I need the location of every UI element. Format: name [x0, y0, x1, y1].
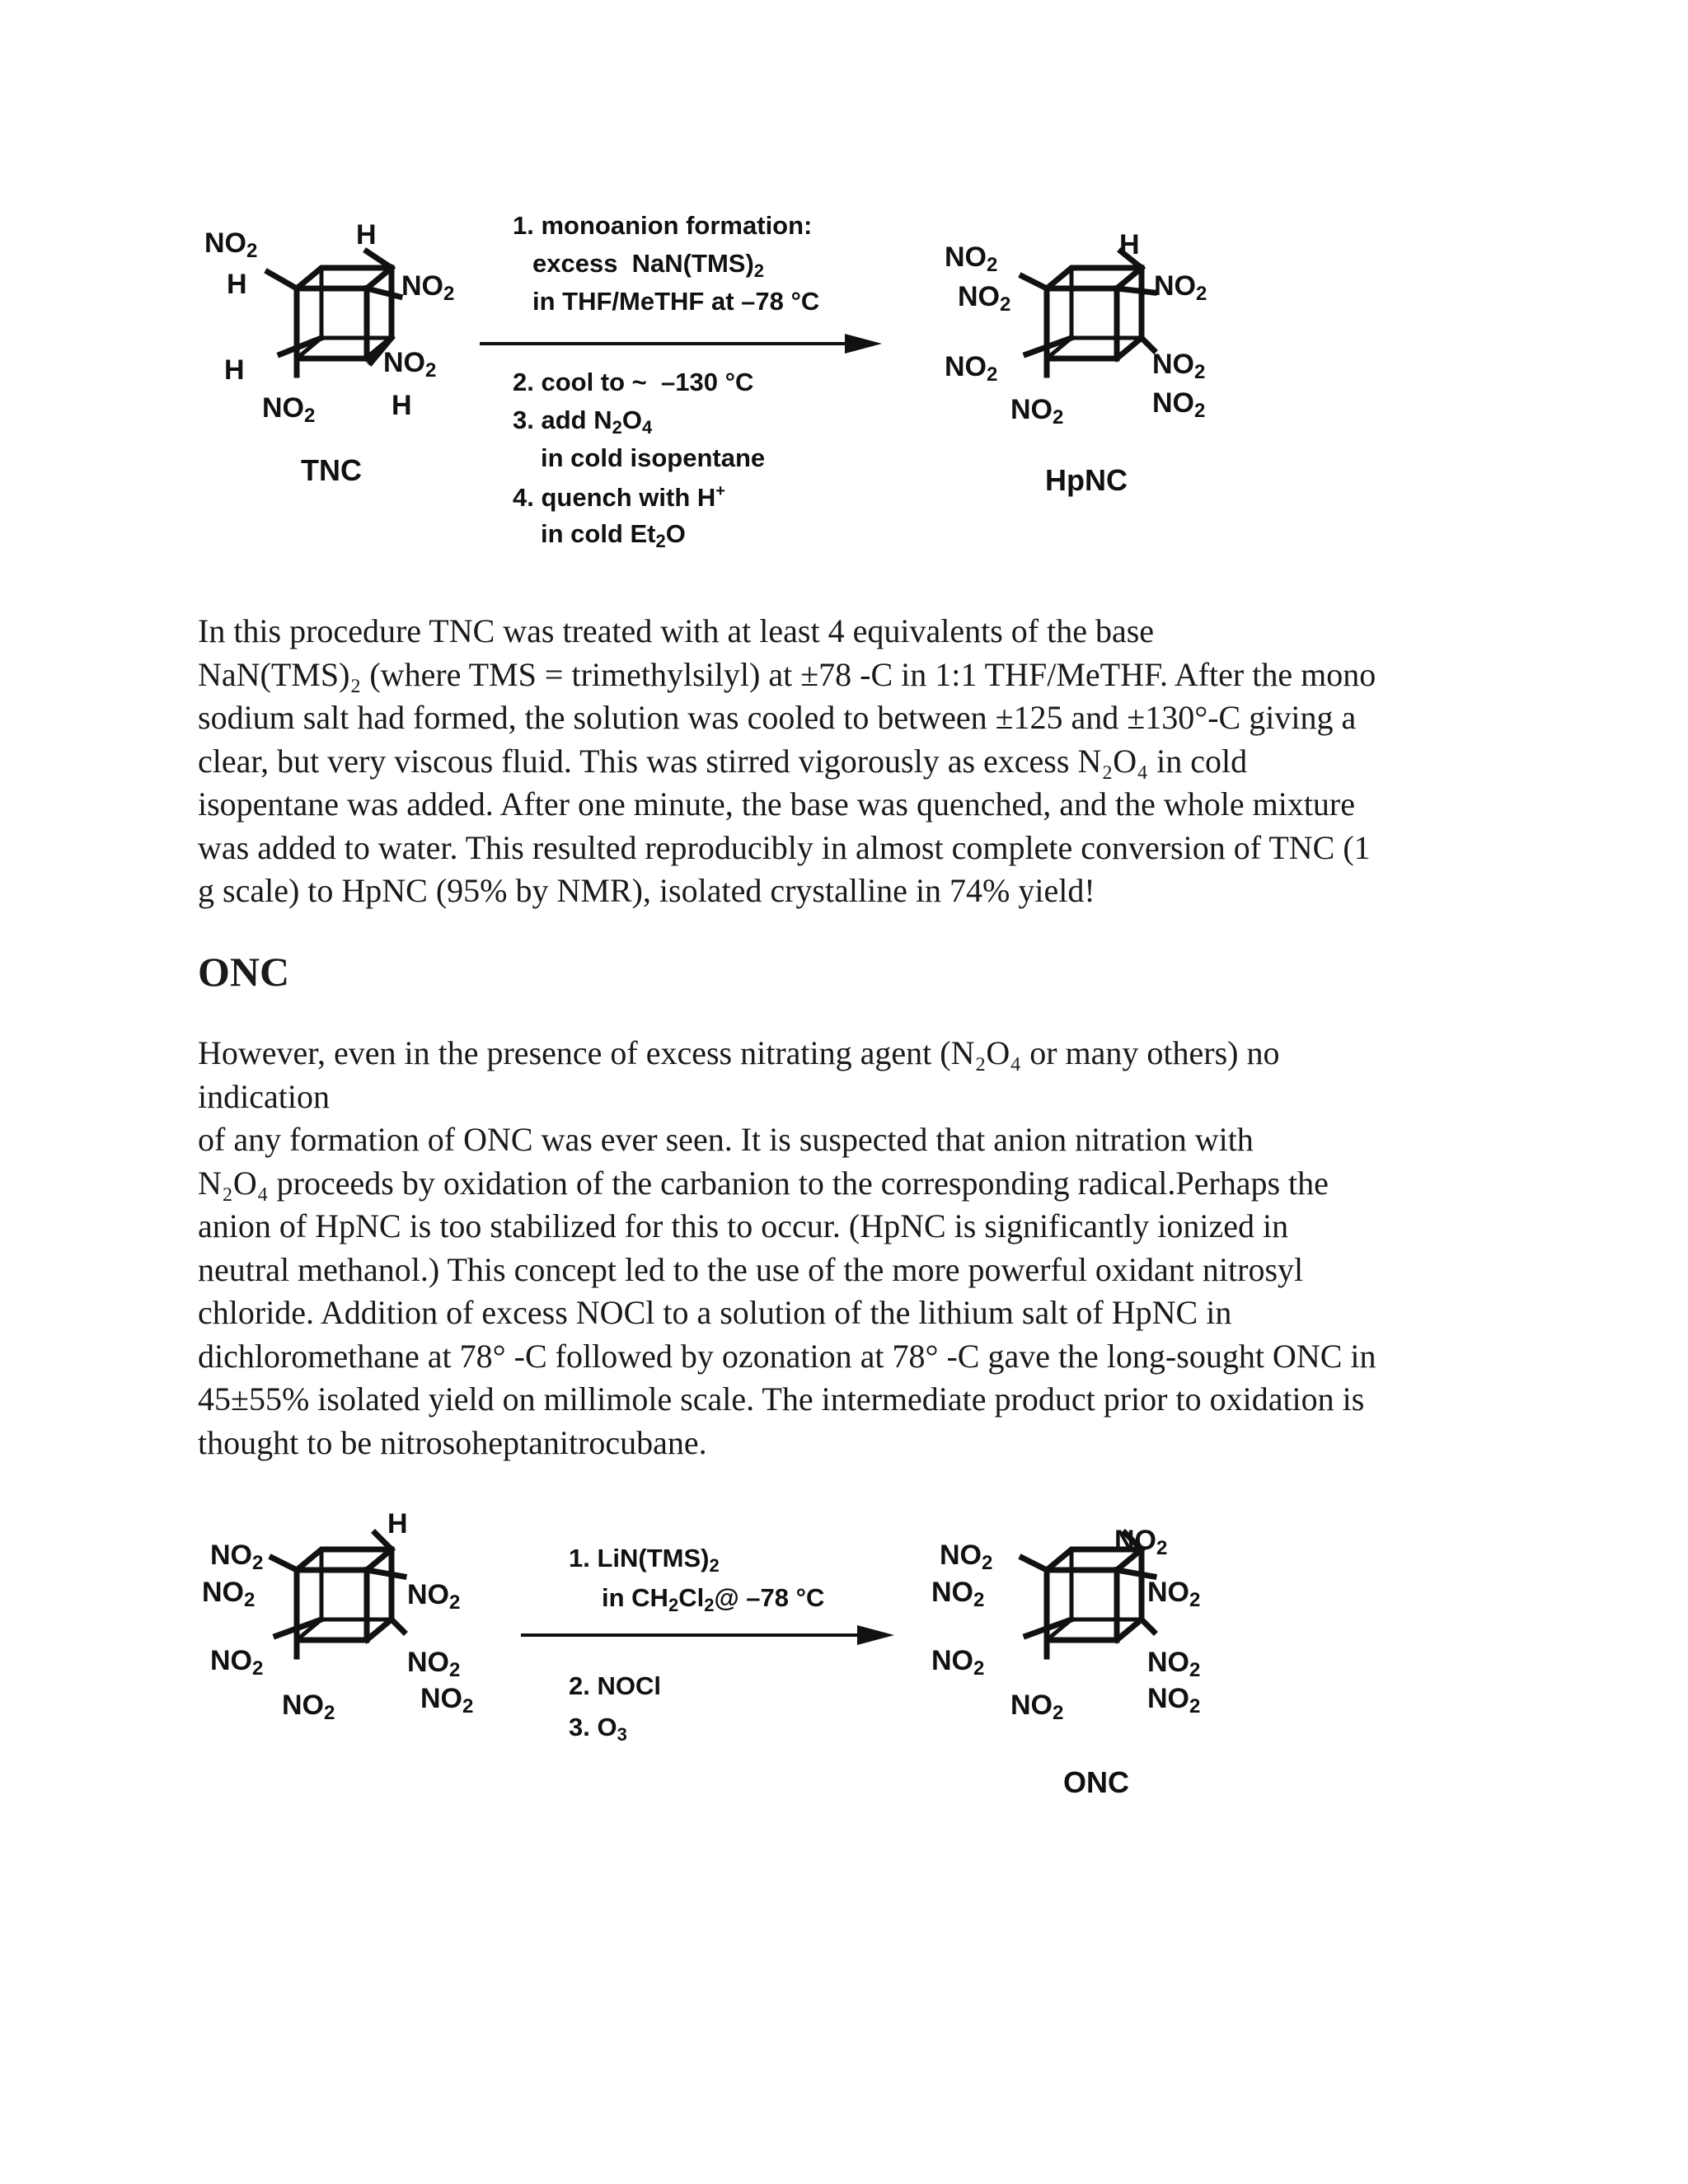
s2-reactant-no2-left-lower: $NO_2$ [210, 1645, 264, 1680]
paragraph-onc-synthesis [198, 1032, 1484, 1465]
onc-no2-top-left: $NO_2$ [940, 1540, 993, 1574]
reaction-scheme-1 [0, 0, 1688, 577]
section-heading-onc: ONC [198, 949, 290, 995]
reaction-scheme-2 [0, 1500, 1688, 1830]
onc-no2-right-lower-1: $NO_2$ [1147, 1647, 1201, 1681]
tnc-no2-right-upper: $NO_2$ [401, 270, 455, 305]
hpnc-no2-bottom: $NO_2$ [1010, 394, 1064, 429]
s2-reactant-no2-left-upper: $NO_2$ [202, 1577, 256, 1611]
paragraph-1-line: g scale) to HpNC (95% by NMR), isolated crystalline in 74% yield! [198, 872, 1095, 909]
scheme2-condition-4: 3. $O_3$ [569, 1713, 627, 1745]
paragraph-1-line: clear, but very viscous fluid. This was stirred vigorously as excess N₂O₄ in cold [198, 742, 1248, 780]
tnc-h-top: H [356, 219, 377, 251]
tnc-no2-right-lower: $NO_2$ [383, 347, 437, 382]
scheme1-condition-4: 2. cool to ~ –130 °C [513, 368, 754, 396]
paragraph-1-line: In this procedure TNC was treated with at least 4 equivalents of the base [198, 612, 1155, 649]
s2-reactant-h-top: H [387, 1508, 408, 1540]
paragraph-2-line: of any formation of ONC was ever seen. It is suspected that anion nitration with [198, 1121, 1254, 1158]
tnc-label: TNC [301, 453, 362, 487]
onc-no2-bottom: $NO_2$ [1010, 1690, 1064, 1724]
hpnc-label: HpNC [1045, 463, 1128, 497]
s2-reactant-no2-right-upper: $NO_2$ [407, 1579, 461, 1614]
s2-reactant-no2-bottom: $NO_2$ [282, 1690, 335, 1724]
onc-no2-left-upper: $NO_2$ [931, 1577, 985, 1611]
onc-no2-right-upper: $NO_2$ [1147, 1577, 1201, 1611]
paragraph-2-line: 45±55% isolated yield on millimole scale. The intermediate product prior to oxidation is [198, 1380, 1365, 1418]
paragraph-1-line: isopentane was added. After one minute, the base was quenched, and the whole mixture [198, 785, 1356, 823]
hpnc-h-top: H [1119, 229, 1140, 260]
reaction-arrow-2 [521, 1625, 894, 1645]
scheme1-condition-2: excess $NaN(TMS)_2$ [532, 249, 765, 281]
paragraph-2-line: thought to be nitrosoheptanitrocubane. [198, 1423, 707, 1461]
tnc-cube-structure [268, 251, 400, 375]
hpnc-no2-left-lower: $NO_2$ [945, 351, 998, 386]
scheme1-condition-6: in cold isopentane [541, 443, 766, 472]
scheme2-condition-3: 2. NOCl [569, 1671, 661, 1700]
tnc-no2-top-left: $NO_2$ [204, 227, 258, 262]
tnc-no2-bottom-left: $NO_2$ [262, 392, 316, 427]
reaction-arrow-1 [480, 334, 882, 354]
scheme1-condition-7: 4. quench with H+ [513, 482, 725, 512]
hpnc-no2-right-lower-2: $NO_2$ [1152, 387, 1206, 422]
scheme2-condition-2: in $CH_2Cl_2@$ –78 °C [602, 1583, 825, 1615]
paragraph-1-line: NaN(TMS)₂ (where TMS = trimethylsilyl) at ±78 -C in 1:1 THF/MeTHF. After the mono [198, 655, 1376, 693]
paragraph-2-line: anion of HpNC is too stabilized for this to occur. (HpNC is significantly ionized in [198, 1207, 1289, 1244]
s2-reactant-no2-right-lower-1: $NO_2$ [407, 1647, 461, 1681]
paragraph-2-line: However, even in the presence of excess nitrating agent (N₂O₄ or many others) no [198, 1034, 1280, 1071]
paragraph-2-line: neutral methanol.) This concept led to the use of the more powerful oxidant nitrosyl [198, 1250, 1304, 1288]
onc-no2-top-right: $NO_2$ [1114, 1525, 1168, 1559]
paragraph-1-line: was added to water. This resulted reproducibly in almost complete conversion of TNC (1 [198, 828, 1371, 866]
s2-reactant-no2-top-left: $NO_2$ [210, 1540, 264, 1574]
onc-label: ONC [1063, 1765, 1129, 1799]
hpnc-cube-structure-2 [272, 1533, 404, 1657]
paragraph-tnc-procedure [198, 610, 1484, 913]
hpnc-no2-left-upper: $NO_2$ [958, 281, 1011, 316]
tnc-h-bottom: H [392, 390, 412, 421]
scheme2-condition-1: 1. $LiN(TMS)_2$ [569, 1544, 720, 1576]
hpnc-no2-top-left: $NO_2$ [945, 241, 998, 276]
hpnc-cube-structure [1022, 251, 1154, 375]
scheme1-condition-1: 1. monoanion formation: [513, 211, 813, 240]
tnc-h-left-lower: H [224, 354, 245, 386]
onc-no2-left-lower: $NO_2$ [931, 1645, 985, 1680]
s2-reactant-no2-right-lower-2: $NO_2$ [420, 1683, 474, 1718]
paragraph-2-line: dichloromethane at 78° -C followed by ozonation at 78° -C gave the long-sought ONC in [198, 1337, 1376, 1375]
tnc-h-left-upper: H [227, 269, 247, 300]
hpnc-no2-right-lower-1: $NO_2$ [1152, 349, 1206, 383]
paragraph-2-line: indication [198, 1077, 330, 1115]
scheme-1-drawing [0, 0, 1688, 577]
scheme1-condition-3: in THF/MeTHF at –78 °C [532, 287, 820, 316]
scheme1-condition-5: 3. add $N_2O_4$ [513, 405, 653, 438]
paragraph-1-line: sodium salt had formed, the solution was cooled to between ±125 and ±130°-C giving a [198, 699, 1357, 736]
onc-no2-right-lower-2: $NO_2$ [1147, 1683, 1201, 1718]
scheme1-condition-8: in cold $Et_2O$ [541, 519, 686, 551]
hpnc-no2-right-upper: $NO_2$ [1154, 270, 1207, 305]
paragraph-2-line: chloride. Addition of excess NOCl to a solution of the lithium salt of HpNC in [198, 1294, 1232, 1331]
paragraph-2-line: N₂O₄ proceeds by oxidation of the carbanion to the corresponding radical.Perhaps the [198, 1164, 1329, 1202]
